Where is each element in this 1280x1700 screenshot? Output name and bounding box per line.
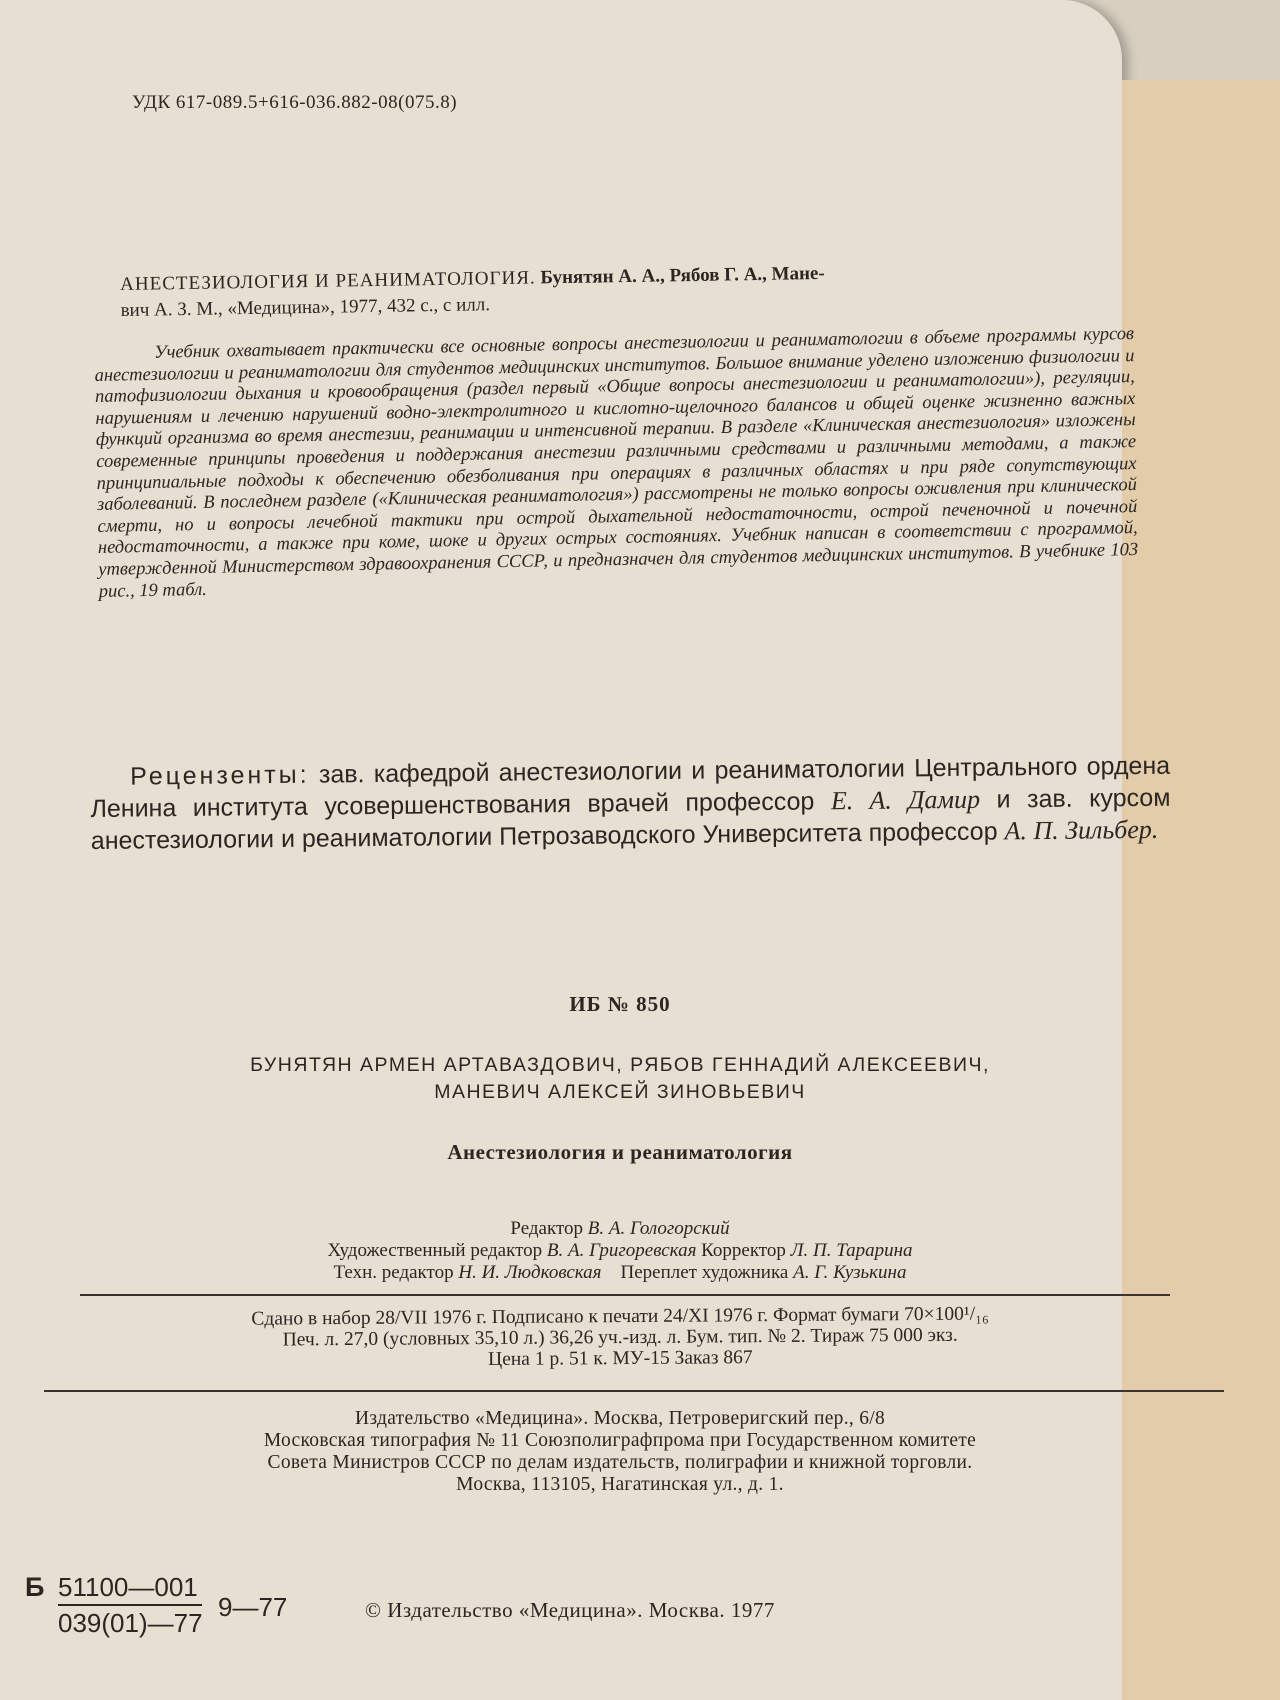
print-line-1: Сдано в набор 28/VII 1976 г. Подписано к печати 24/XI 1976 г. Формат бумаги 70×100¹/₁₆ [251,1303,989,1330]
publisher-line-1: Издательство «Медицина». Москва, Петроверигский пер., 6/8 [354,1408,886,1429]
tech-editor-label: Техн. редактор [333,1262,454,1283]
publisher-line-2: Московская типография № 11 Союзполиграфпрома при Государственном комитете [263,1430,977,1451]
print-details [60,1302,1180,1373]
editor-label: Редактор [510,1218,584,1239]
reviewer-name-1: Е. А. Дамир [830,784,981,816]
credits-line-2 [60,1240,1180,1262]
bib-title: АНЕСТЕЗИОЛОГИЯ И РЕАНИМАТОЛОГИЯ. [120,267,536,295]
credits-line-3 [60,1262,1180,1284]
abstract-paragraph: Учебник охватывает практически все основные вопросы анестезиологии и реаниматологии в объеме программы курсов анестезиологии и реаниматологии для студентов медицинских институтов. Большое внимание уделено изложению физиологии и патофизиологии дыхания и кровообращения (раздел первый «Общие вопросы анестезиологии и реаниматологии»), регуляции, нарушениям и лечению нарушений водно-электролитного и кислотно-щелочного балансов и общей оценке жизненно важных функций организма во время анестезии, реанимации и интенсивной терапии. В разделе «Клиническая анестезиология» изложены современные принципы проведения и поддержания анестезии различными средствами и различными методами, а также принципиальные подходы к обеспечению обезболивания при операциях в различных областях и при ряде сопутствующих заболеваний. В последнем разделе («Клиническая реаниматология») рассмотрены не только вопросы оживления при клинической смерти, но и вопросы лечебной тактики при острой дыхательной недостаточности, острой печеночной и почечной недостаточности, а также при коме, шоке и других острых состояниях. Учебник написан в соответствии с программой, утвержденной Министерством здравоохранения СССР, и предназначен для студентов медицинских институтов. В учебнике 103 рис., 19 табл. [94,324,1139,602]
index-letter: Б [25,1572,45,1602]
editorial-credits [60,1218,1180,1284]
art-editor-name: В. А. Григоревская [546,1240,697,1261]
publisher-info [60,1408,1180,1496]
reviewers-label: Рецензенты: [130,760,310,791]
author-names-line-2: МАНЕВИЧ АЛЕКСЕЙ ЗИНОВЬЕВИЧ [434,1081,806,1103]
corrector-name: Л. П. Тарарина [790,1240,913,1261]
editor-name: В. А. Гологорский [587,1218,730,1239]
tech-editor-name: Н. И. Людковская [458,1262,602,1283]
reviewers-text-2: и зав. курсом анестезиологии и реаниматологии Петрозаводского Университета профессор [90,783,1171,855]
print-line-2: Печ. л. 27,0 (условных 35,10 л.) 36,26 уч.-изд. л. Бум. тип. № 2. Тираж 75 000 экз. [282,1324,958,1351]
publisher-line-3: Совета Министров СССР по делам издательств, полиграфии и книжной торговли. [267,1452,973,1473]
udk-code: УДК 617-089.5+616-036.882-08(075.8) [132,92,458,113]
reviewers-block [90,751,1171,857]
index-suffix: 9—77 [218,1592,288,1622]
art-editor-label: Художественный редактор [327,1240,543,1261]
index-numerator: 51100—001 [58,1570,202,1606]
divider-top [80,1294,1170,1296]
author-full-names [60,1052,1180,1106]
reviewers-text-1: зав. кафедрой анестезиологии и реаниматологии Центрального ордена Ленина института усовершенствования врачей профессор [90,751,1171,823]
binding-artist-name: А. Г. Кузькина [793,1262,907,1283]
bib-authors: Бунятян А. А., Рябов Г. А., Мане- [540,262,825,289]
bib-details: вич А. З. М., «Медицина», 1977, 432 с., с илл. [120,294,491,321]
reviewer-name-2: А. П. Зильбер. [1004,814,1159,846]
print-line-3: Цена 1 р. 51 к. МУ-15 Заказ 867 [488,1347,753,1371]
author-names-line-1: БУНЯТЯН АРМЕН АРТАВАЗДОВИЧ, РЯБОВ ГЕННАДИЙ АЛЕКСЕЕВИЧ, [250,1054,990,1076]
binding-label: Переплет художника [620,1262,789,1283]
index-fraction [58,1570,203,1640]
index-denominator: 039(01)—77 [58,1608,203,1638]
credits-line-1 [60,1218,1180,1240]
divider-bottom [44,1390,1224,1392]
book-title: Анестезиология и реаниматология [447,1140,793,1164]
copyright-line: © Издательство «Медицина». Москва. 1977 [365,1598,775,1622]
corrector-label: Корректор [701,1240,786,1261]
ib-number: ИБ № 850 [569,992,671,1016]
publisher-line-4: Москва, 113105, Нагатинская ул., д. 1. [456,1474,784,1495]
